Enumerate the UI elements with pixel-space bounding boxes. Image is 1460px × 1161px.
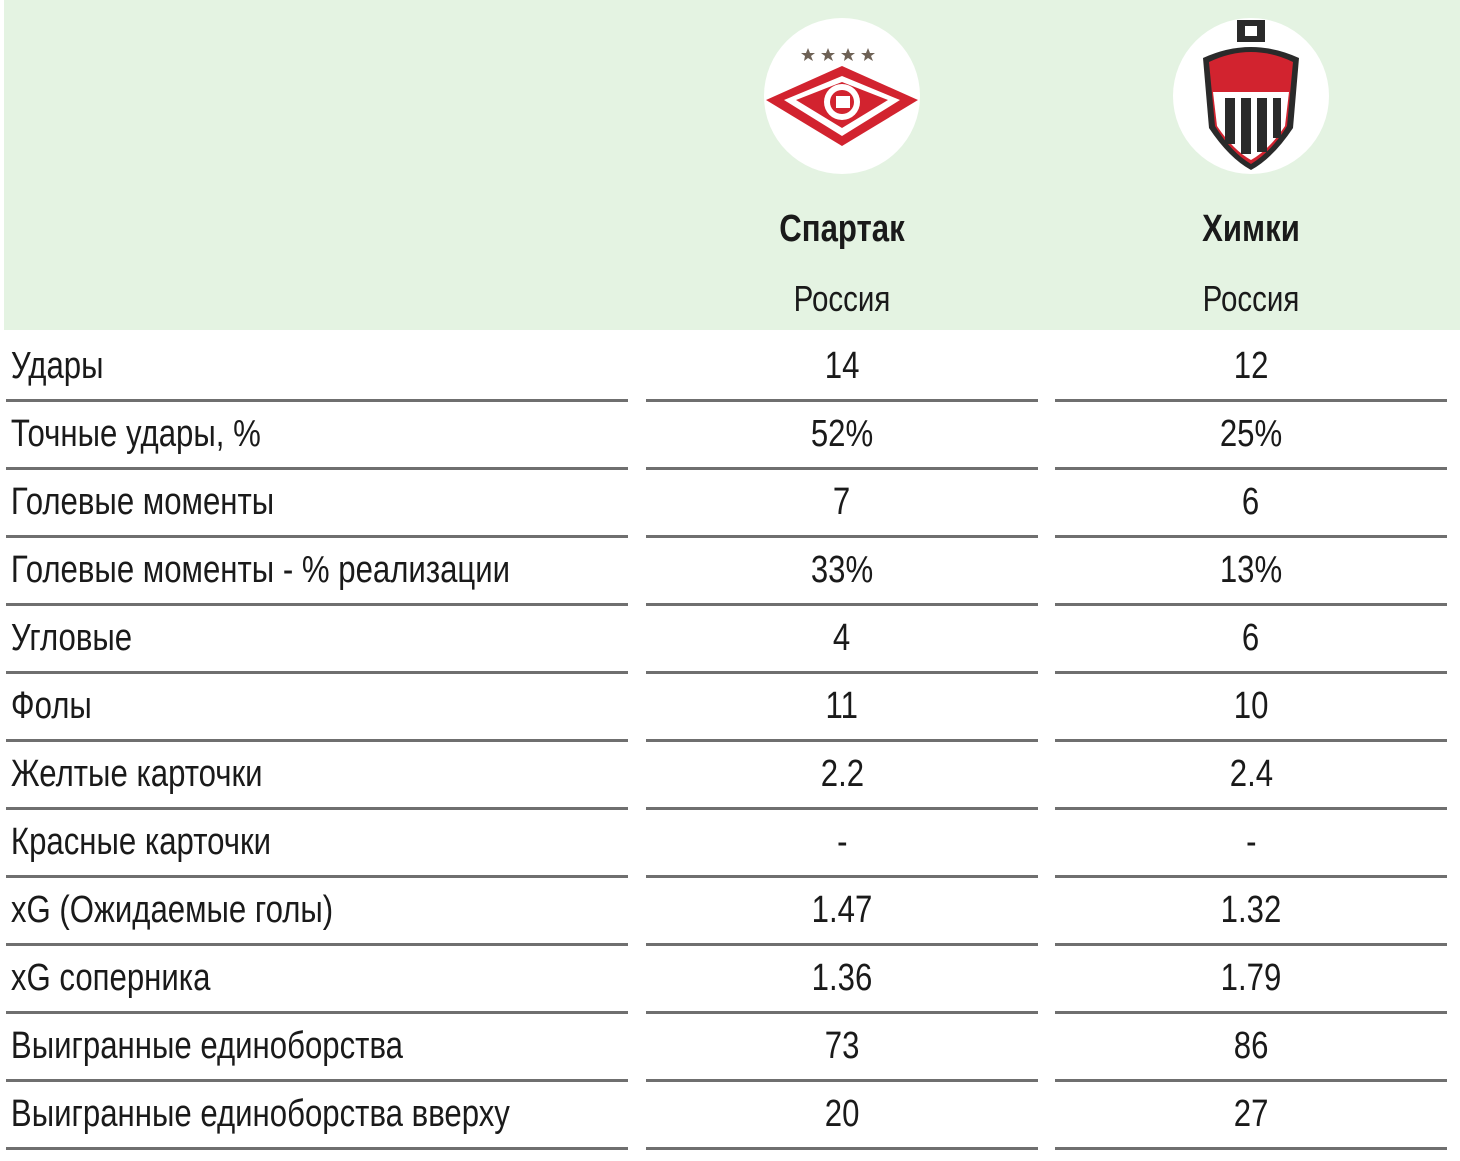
table-row: [0, 1013, 1460, 1081]
table-row: [0, 741, 1460, 809]
table-row: [0, 1081, 1460, 1149]
table-row: [0, 333, 1460, 401]
stat-value-spartak: 14: [824, 345, 860, 387]
table-row: [0, 945, 1460, 1013]
stat-value-spartak: 4: [833, 617, 851, 659]
stat-label: Голевые моменты: [10, 481, 275, 523]
stat-value-spartak: 7: [833, 481, 851, 523]
table-row: [0, 537, 1460, 605]
khimki-crest-icon: [1173, 18, 1329, 174]
table-row: [0, 809, 1460, 877]
team-name: Спартак: [779, 208, 905, 250]
stat-value-khimki: 25%: [1219, 413, 1283, 455]
stat-value-khimki: 27: [1233, 1093, 1269, 1135]
team-country: Россия: [1202, 278, 1300, 319]
table-row: [0, 469, 1460, 537]
stat-value-spartak: 33%: [810, 549, 874, 591]
team-spartak: [692, 0, 992, 330]
team-name: Химки: [1202, 208, 1300, 250]
stat-label: Голевые моменты - % реализации: [10, 549, 511, 591]
stat-value-khimki: 1.79: [1220, 957, 1282, 999]
table-row: [0, 605, 1460, 673]
stat-label: Выигранные единоборства: [10, 1025, 403, 1067]
spartak-crest-icon: [764, 18, 920, 174]
stat-label: Красные карточки: [10, 821, 272, 863]
stat-value-khimki: 6: [1242, 617, 1260, 659]
stat-label: Выигранные единоборства вверху: [10, 1093, 510, 1135]
stat-value-spartak: 20: [824, 1093, 860, 1135]
table-row: [0, 877, 1460, 945]
stat-value-khimki: 2.4: [1229, 753, 1273, 795]
stat-value-spartak: 1.47: [811, 889, 873, 931]
stat-value-khimki: -: [1245, 821, 1257, 863]
table-row: [0, 401, 1460, 469]
stat-value-spartak: 1.36: [811, 957, 873, 999]
stat-label: xG соперника: [10, 957, 211, 999]
stat-label: Фолы: [10, 685, 92, 727]
table-row: [0, 673, 1460, 741]
stat-value-khimki: 12: [1233, 345, 1269, 387]
stat-value-spartak: 2.2: [820, 753, 864, 795]
stat-value-khimki: 1.32: [1220, 889, 1282, 931]
stat-value-spartak: -: [836, 821, 848, 863]
stat-value-spartak: 73: [824, 1025, 860, 1067]
stat-label: Угловые: [10, 617, 133, 659]
stat-label: Желтые карточки: [10, 753, 263, 795]
stat-value-khimki: 10: [1233, 685, 1269, 727]
stat-value-khimki: 13%: [1219, 549, 1283, 591]
stat-label: Точные удары, %: [10, 413, 261, 455]
stat-value-khimki: 86: [1233, 1025, 1269, 1067]
stat-value-khimki: 6: [1242, 481, 1260, 523]
stat-value-spartak: 11: [825, 685, 859, 727]
stat-value-spartak: 52%: [810, 413, 874, 455]
stat-label: Удары: [10, 345, 104, 387]
stats-table: [0, 333, 1460, 1149]
stat-label: xG (Ожидаемые голы): [10, 889, 334, 931]
team-country: Россия: [793, 278, 891, 319]
team-khimki: [1101, 0, 1401, 330]
